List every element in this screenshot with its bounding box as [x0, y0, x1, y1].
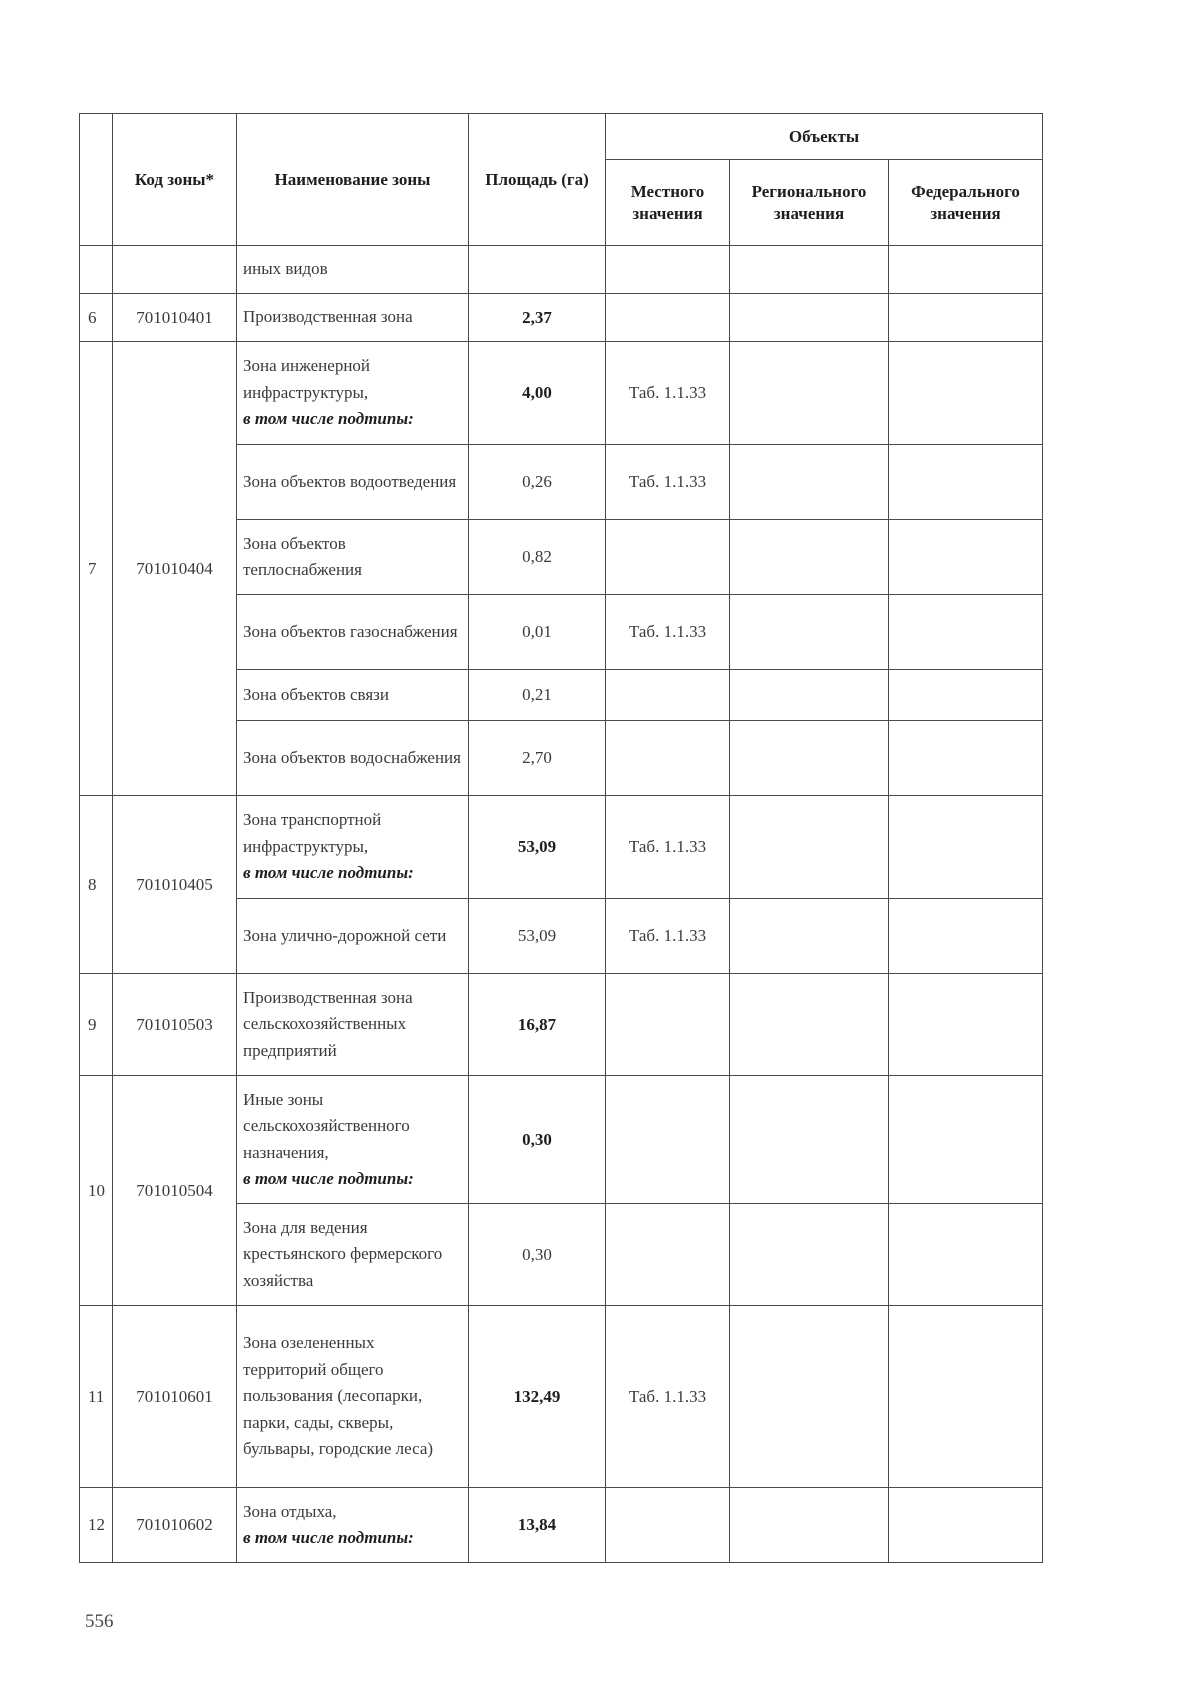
zone-name: Зона объектов связи: [237, 670, 469, 721]
regional-objects: [730, 1204, 889, 1306]
header-federal: Федерального значения: [889, 160, 1043, 246]
zone-area: 132,49: [469, 1306, 606, 1488]
zone-area: 2,37: [469, 294, 606, 342]
zone-name: Иные зоны сельскохозяйственного назначения,: [243, 1089, 410, 1162]
zone-area: [469, 246, 606, 294]
federal-objects: [889, 595, 1043, 670]
table-row: [80, 1306, 1043, 1488]
zone-code: 701010504: [113, 1076, 237, 1306]
regional-objects: [730, 670, 889, 721]
zone-code: 701010602: [113, 1488, 237, 1563]
local-objects: Таб. 1.1.33: [606, 342, 730, 445]
local-objects: Таб. 1.1.33: [606, 899, 730, 974]
zone-name: Производственная зона сельскохозяйственных предприятий: [237, 974, 469, 1076]
zone-area: 0,01: [469, 595, 606, 670]
regional-objects: [730, 899, 889, 974]
federal-objects: [889, 445, 1043, 520]
row-number: 7: [80, 342, 113, 796]
regional-objects: [730, 246, 889, 294]
zone-name: Зона объектов газоснабжения: [237, 595, 469, 670]
regional-objects: [730, 1076, 889, 1204]
table-row: [80, 1488, 1043, 1563]
header-local: Местного значения: [606, 160, 730, 246]
zone-code: 701010404: [113, 342, 237, 796]
zone-area: 0,82: [469, 520, 606, 595]
federal-objects: [889, 1306, 1043, 1488]
local-objects: [606, 1076, 730, 1204]
local-objects: [606, 974, 730, 1076]
zone-name-cell: [237, 1488, 469, 1563]
zone-area: 53,09: [469, 899, 606, 974]
zone-name: Зона улично-дорожной сети: [237, 899, 469, 974]
zone-area: 0,30: [469, 1204, 606, 1306]
regional-objects: [730, 974, 889, 1076]
row-number-cell: [80, 246, 113, 294]
row-code-cell: [113, 246, 237, 294]
zone-name: Зона отдыха,: [243, 1501, 337, 1521]
zone-area: 0,26: [469, 445, 606, 520]
table-row: [80, 294, 1043, 342]
row-number: 6: [80, 294, 113, 342]
subtypes-label: в том числе подтипы:: [243, 409, 414, 429]
zone-name: Зона для ведения крестьянского фермерского хозяйства: [237, 1204, 469, 1306]
subtypes-label: в том числе подтипы:: [243, 1528, 414, 1547]
header-regional: Регионального значения: [730, 160, 889, 246]
local-objects: [606, 294, 730, 342]
zone-area: 13,84: [469, 1488, 606, 1563]
subtypes-label: в том числе подтипы:: [243, 1169, 414, 1188]
regional-objects: [730, 342, 889, 445]
header-area: Площадь (га): [469, 114, 606, 246]
local-objects: [606, 1488, 730, 1563]
regional-objects: [730, 595, 889, 670]
local-objects: Таб. 1.1.33: [606, 796, 730, 899]
header-number: [80, 114, 113, 246]
local-objects: [606, 721, 730, 796]
local-objects: Таб. 1.1.33: [606, 1306, 730, 1488]
zone-name: Зона объектов водоснабжения: [237, 721, 469, 796]
zones-table: [79, 113, 1043, 1563]
local-objects: [606, 520, 730, 595]
federal-objects: [889, 342, 1043, 445]
zone-area: 4,00: [469, 342, 606, 445]
regional-objects: [730, 721, 889, 796]
local-objects: [606, 1204, 730, 1306]
zone-area: 53,09: [469, 796, 606, 899]
zone-name-cell: [237, 796, 469, 899]
federal-objects: [889, 899, 1043, 974]
federal-objects: [889, 1076, 1043, 1204]
regional-objects: [730, 796, 889, 899]
federal-objects: [889, 246, 1043, 294]
row-number: 8: [80, 796, 113, 974]
zone-name-cell: [237, 342, 469, 445]
zone-code: 701010401: [113, 294, 237, 342]
zone-name: Зона транспортной инфраструктуры,: [243, 810, 382, 856]
regional-objects: [730, 445, 889, 520]
zone-code: 701010405: [113, 796, 237, 974]
federal-objects: [889, 796, 1043, 899]
regional-objects: [730, 1306, 889, 1488]
zone-name: Зона объектов водоотведения: [237, 445, 469, 520]
federal-objects: [889, 1488, 1043, 1563]
regional-objects: [730, 1488, 889, 1563]
federal-objects: [889, 721, 1043, 796]
subtypes-label: в том числе подтипы:: [243, 863, 414, 883]
zone-code: 701010601: [113, 1306, 237, 1488]
zone-name-cell: [237, 1076, 469, 1204]
zone-area: 2,70: [469, 721, 606, 796]
local-objects: [606, 246, 730, 294]
federal-objects: [889, 294, 1043, 342]
header-name: Наименование зоны: [237, 114, 469, 246]
zone-area: 16,87: [469, 974, 606, 1076]
zone-name: Зона объектов теплоснабжения: [237, 520, 469, 595]
table-row: [80, 342, 1043, 445]
row-number: 11: [80, 1306, 113, 1488]
row-number: 9: [80, 974, 113, 1076]
table-row: [80, 974, 1043, 1076]
header-code: Код зоны*: [113, 114, 237, 246]
zone-area: 0,21: [469, 670, 606, 721]
federal-objects: [889, 670, 1043, 721]
zone-name: Зона инженерной инфраструктуры,: [243, 356, 371, 402]
zone-name: иных видов: [237, 246, 469, 294]
row-number: 12: [80, 1488, 113, 1563]
regional-objects: [730, 294, 889, 342]
local-objects: Таб. 1.1.33: [606, 595, 730, 670]
federal-objects: [889, 974, 1043, 1076]
federal-objects: [889, 520, 1043, 595]
page-number: 556: [85, 1611, 114, 1632]
header-objects: Объекты: [606, 114, 1043, 160]
zone-code: 701010503: [113, 974, 237, 1076]
table-row: [80, 1076, 1043, 1204]
table-row: [80, 246, 1043, 294]
local-objects: Таб. 1.1.33: [606, 445, 730, 520]
table-row: [80, 796, 1043, 899]
zone-name: Зона озелененных территорий общего пользования (лесопарки, парки, сады, скверы, бульвары, городские леса): [237, 1306, 469, 1488]
local-objects: [606, 670, 730, 721]
row-number: 10: [80, 1076, 113, 1306]
federal-objects: [889, 1204, 1043, 1306]
zone-area: 0,30: [469, 1076, 606, 1204]
regional-objects: [730, 520, 889, 595]
zone-name: Производственная зона: [237, 294, 469, 342]
